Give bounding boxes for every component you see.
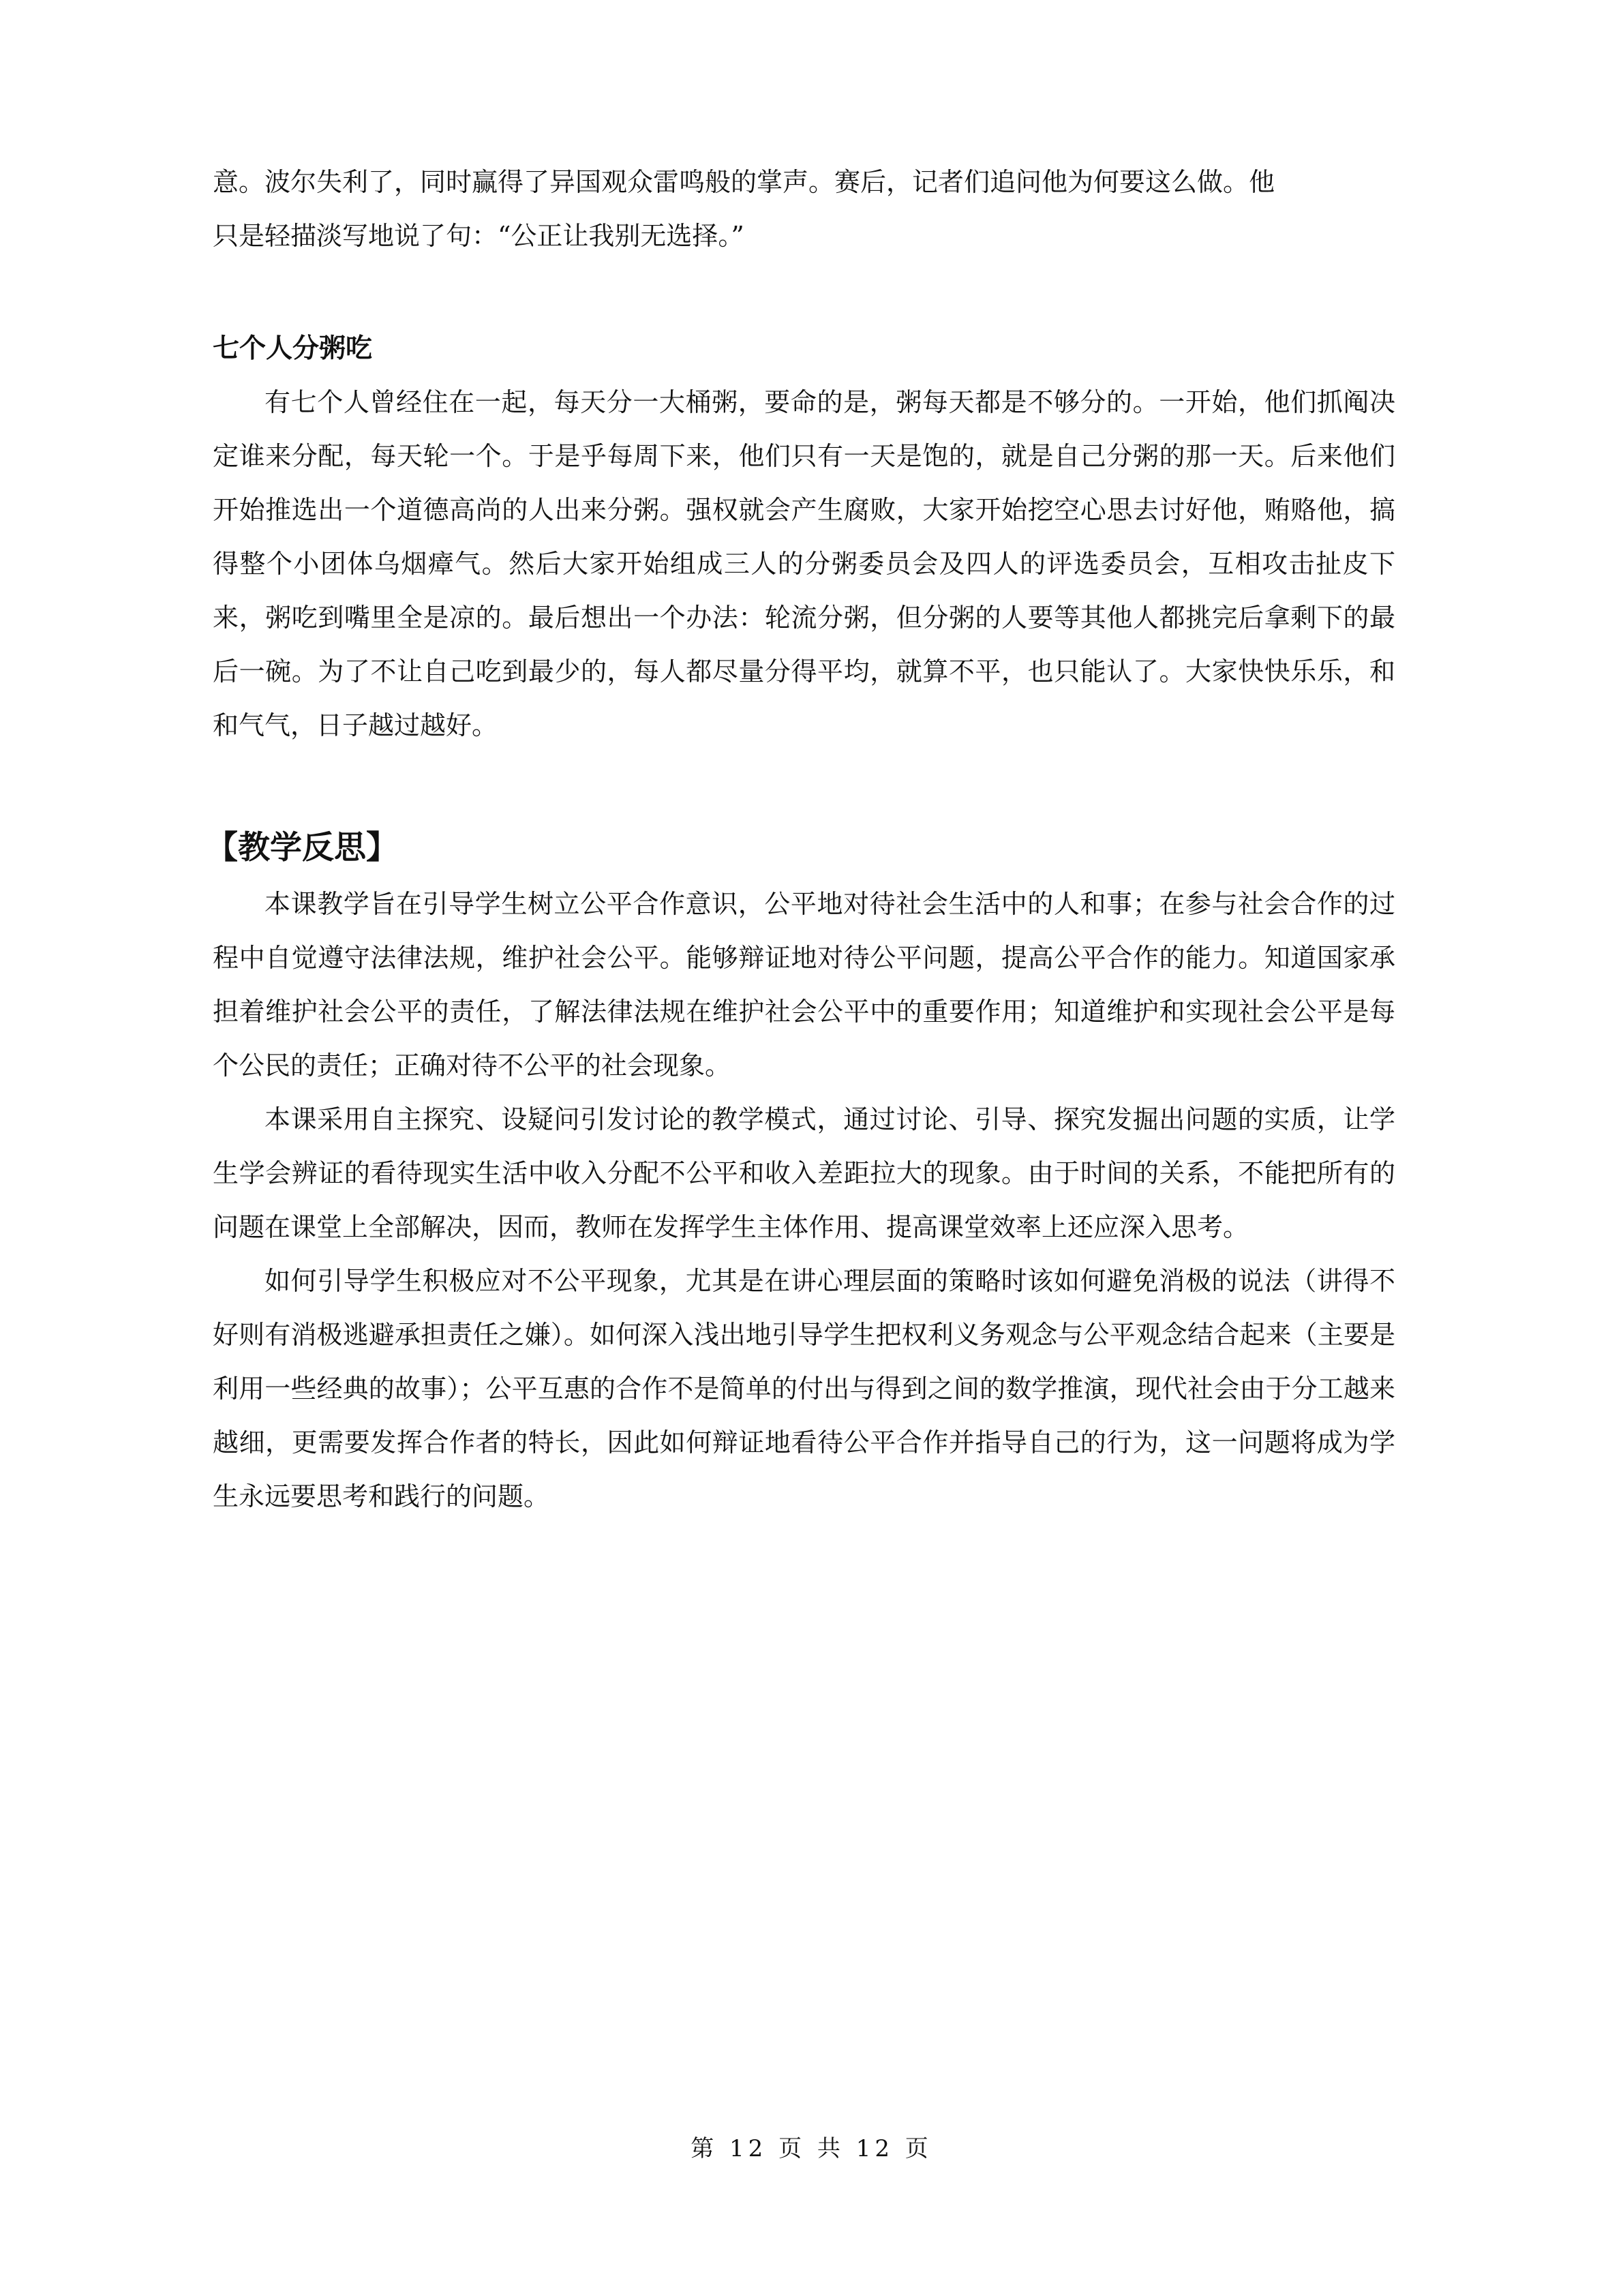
story-section <box>213 322 1395 753</box>
reflection-title: 【教学反思】 <box>206 829 398 866</box>
intro-line-1: 意。波尔失利了，同时赢得了异国观众雷鸣般的掌声。赛后，记者们追问他为何要这么做。他 <box>213 167 1275 197</box>
page-number-footer: 第 12 页 共 12 页 <box>691 2135 932 2162</box>
story-body: 有七个人曾经住在一起，每天分一大桶粥，要命的是，粥每天都是不够分的。一开始，他们抓阄决定谁来分配，每天轮一个。于是乎每周下来，他们只有一天是饱的，就是自己分粥的那一天。后来他们开始推选出一个道德高尚的人出来分粥。强权就会产生腐败，大家开始挖空心思去讨好他，贿赂他，搞得整个小团体乌烟瘴气。然后大家开始组成三人的分粥委员会及四人的评选委员会，互相攻击扯皮下来，粥吃到嘴里全是凉的。最后想出一个办法：轮流分粥，但分粥的人要等其他人都挑完后拿剩下的最后一碗。为了不让自己吃到最少的，每人都尽量分得平均，就算不平，也只能认了。大家快快乐乐，和和气气，日子越过越好。 <box>213 387 1395 740</box>
reflection-paragraph: 本课教学旨在引导学生树立公平合作意识，公平地对待社会生活中的人和事；在参与社会合作的过程中自觉遵守法律法规，维护社会公平。能够辩证地对待公平问题，提高公平合作的能力。知道国家承担着维护社会公平的责任，了解法律法规在维护社会公平中的重要作用；知道维护和实现社会公平是每个公民的责任；正确对待不公平的社会现象。 <box>213 889 1395 1081</box>
reflection-paragraph: 本课采用自主探究、设疑问引发讨论的教学模式，通过讨论、引导、探究发掘出问题的实质，让学生学会辨证的看待现实生活中收入分配不公平和收入差距拉大的现象。由于时间的关系，不能把所有的问题在课堂上全部解决，因而，教师在发挥学生主体作用、提高课堂效率上还应深入思考。 <box>213 1104 1395 1242</box>
reflection-section <box>206 819 1395 1524</box>
reflection-paragraph: 如何引导学生积极应对不公平现象，尤其是在讲心理层面的策略时该如何避免消极的说法（讲得不好则有消极逃避承担责任之嫌）。如何深入浅出地引导学生把权利义务观念与公平观念结合起来（主要是利用一些经典的故事）；公平互惠的合作不是简单的付出与得到之间的数学推演，现代社会由于分工越来越细，更需要发挥合作者的特长，因此如何辩证地看待公平合作并指导自己的行为，这一问题将成为学生永远要思考和践行的问题。 <box>213 1266 1395 1511</box>
story-title: 七个人分粥吃 <box>213 333 373 364</box>
intro-section <box>213 155 1395 263</box>
intro-line-2: 只是轻描淡写地说了句：“公正让我别无选择。” <box>213 221 744 251</box>
